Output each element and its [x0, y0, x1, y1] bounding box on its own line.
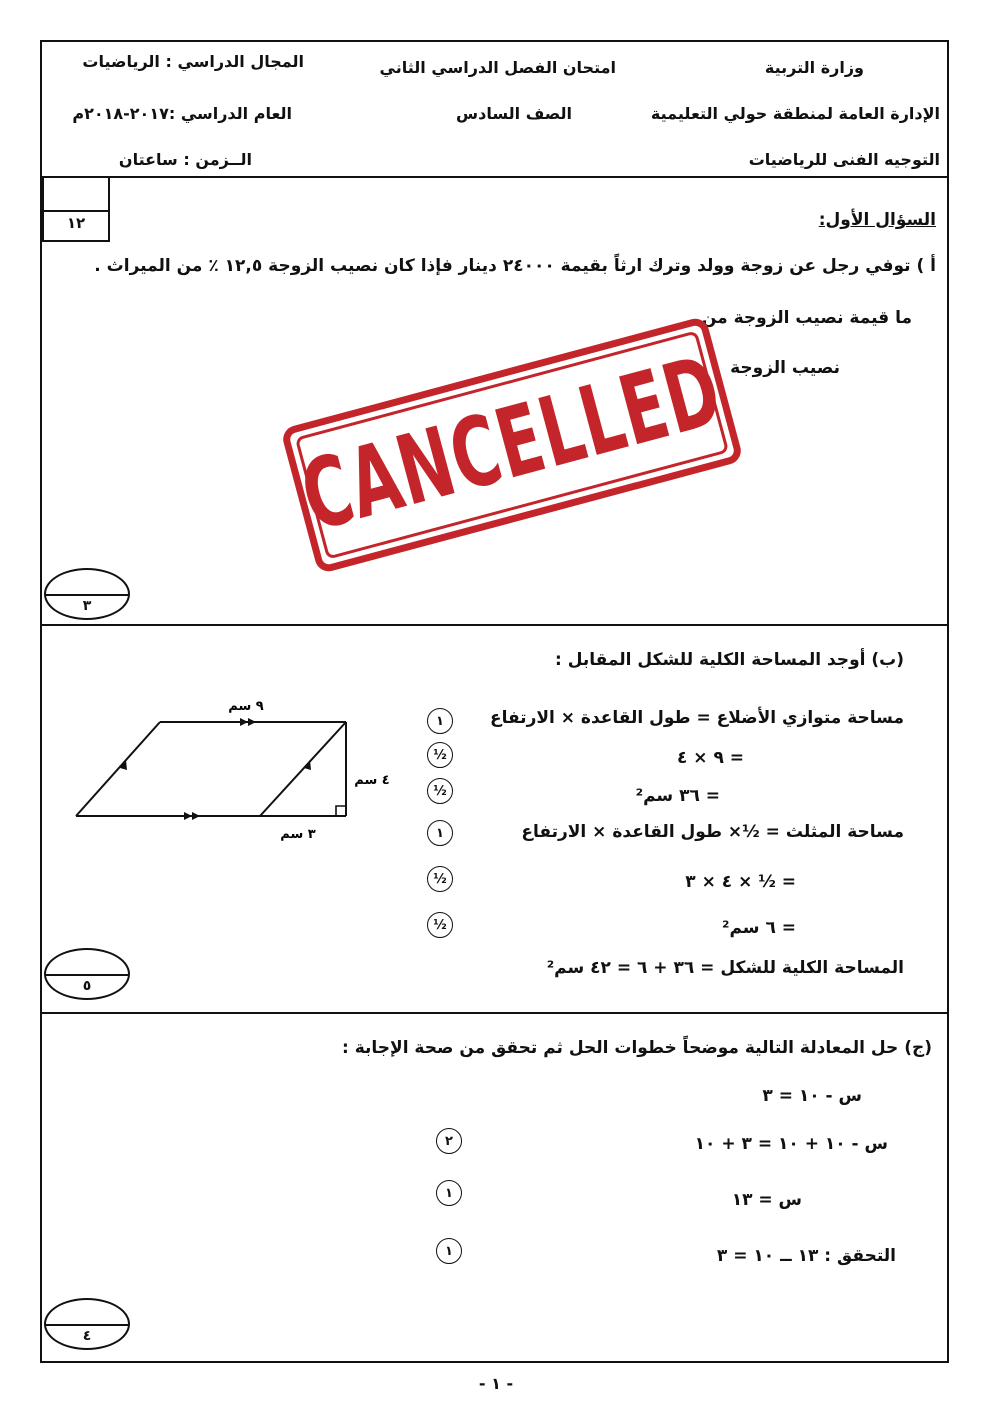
solution-step: س - ١٠ + ١٠ = ٣ + ١٠: [694, 1134, 888, 1154]
mark-circle: ١: [427, 820, 453, 846]
figure-label-bottom: ٣ سم: [280, 827, 316, 842]
figure-label-top: ٩ سم: [228, 699, 264, 714]
triangle-area-result: = ٦ سم²: [722, 918, 796, 938]
grade-label: الصف السادس: [456, 104, 572, 123]
mark-circle: ١: [436, 1180, 462, 1206]
mark-circle: ½: [427, 742, 453, 768]
part-a-score: ٣: [82, 598, 92, 614]
mark-circle: ½: [427, 866, 453, 892]
mark-circle: ½: [427, 778, 453, 804]
part-a-answer: نصيب الزوجة: [730, 358, 840, 378]
header-divider: [40, 176, 949, 178]
time-label: الــزمن : ساعتان: [118, 150, 252, 169]
supervision-name: التوجيه الفنى للرياضيات: [748, 150, 940, 169]
parallelogram-figure: [60, 690, 400, 860]
part-c-score: ٤: [82, 1328, 92, 1344]
ministry-name: وزارة التربية: [764, 58, 864, 77]
question-total-score: ١٢: [66, 214, 86, 232]
part-b-score: ٥: [82, 978, 92, 994]
part-b-title: (ب) أوجد المساحة الكلية للشكل المقابل :: [555, 650, 904, 670]
total-area-result: المساحة الكلية للشكل = ٣٦ + ٦ = ٤٢ سم²: [546, 958, 904, 978]
section-divider-b: [40, 1012, 949, 1014]
part-b-score-oval: [44, 948, 130, 1000]
figure-left-edge: [76, 722, 160, 816]
subject-label: المجال الدراسي : الرياضيات: [82, 52, 304, 71]
mark-circle: ٢: [436, 1128, 462, 1154]
exam-title: امتحان الفصل الدراسي الثاني: [379, 58, 616, 77]
part-a-text: أ ) توفي رجل عن زوجة وولد وترك ارثاً بقيمة ٢٤٠٠٠ دينار فإذا كان نصيب الزوجة ١٢,٥ ٪ من الميراث .: [94, 256, 936, 276]
right-angle-marker: [336, 806, 346, 816]
figure-diagonal-edge: [260, 722, 346, 816]
question-title: السؤال الأول:: [818, 210, 936, 230]
mark-circle: ١: [427, 708, 453, 734]
cancelled-stamp-text: CANCELLED: [290, 335, 734, 555]
figure-label-side: ٤ سم: [354, 773, 390, 788]
triangle-substitution: = ½ × ٤ × ٣: [685, 872, 796, 892]
section-divider-a: [40, 624, 949, 626]
part-a-score-oval: [44, 568, 130, 620]
year-label: العام الدراسي :٢٠١٧-٢٠١٨م: [72, 104, 292, 123]
question-total-score-box: [42, 176, 110, 242]
solution-result: س = ١٣: [731, 1190, 802, 1210]
parallelogram-substitution: = ٩ × ٤: [676, 748, 744, 768]
page-number: - ١ -: [478, 1374, 514, 1393]
parallelogram-area-result: = ٣٦ سم²: [635, 786, 720, 806]
mark-circle: ½: [427, 912, 453, 938]
triangle-area-formula: مساحة المثلث = ½× طول القاعدة × الارتفاع: [521, 822, 904, 842]
part-c-title: (ج) حل المعادلة التالية موضحاً خطوات الحل ثم تحقق من صحة الإجابة :: [341, 1038, 932, 1058]
part-a-question: ما قيمة نصيب الزوجة من: [701, 308, 912, 328]
verification: التحقق : ١٣ ــ ١٠ = ٣: [716, 1246, 896, 1266]
part-c-score-oval: [44, 1298, 130, 1350]
directorate-name: الإدارة العامة لمنطقة حولي التعليمية: [650, 104, 940, 123]
mark-circle: ١: [436, 1238, 462, 1264]
parallelogram-area-formula: مساحة متوازي الأضلاع = طول القاعدة × الارتفاع: [489, 708, 904, 728]
equation: س - ١٠ = ٣: [762, 1086, 862, 1106]
